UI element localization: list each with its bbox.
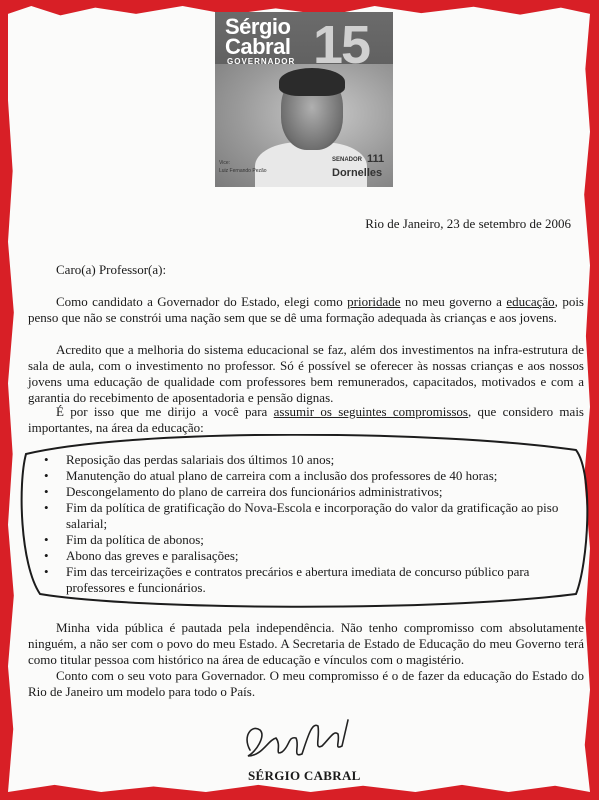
handwritten-signature xyxy=(238,716,358,768)
p5-text: Conto com o seu voto para Governador. O meu compromisso é o de fazer da educação do Estado do Rio de Janeiro um modelo para todo o País. xyxy=(28,668,584,699)
poster-name-last: Cabral xyxy=(225,34,291,59)
poster-senator-label: SENADOR xyxy=(332,157,363,163)
commitment-text: Reposição das perdas salariais dos últimos 10 anos; xyxy=(66,452,335,467)
commitment-text: Manutenção do atual plano de carreira com a inclusão dos professores de 40 horas; xyxy=(66,468,498,483)
bullet-mark: • xyxy=(44,500,49,515)
paragraph-investment xyxy=(28,342,584,406)
p2-text: Acredito que a melhoria do sistema educacional se faz, além dos investimentos na infra-estrutura de sala de aula, com o investimento no professor. Só é possível se oferecer às nossas crianças e aos nossos jovens uma educação de qualidade com professores bem remunerados, capacitados, motivados e com a garantia do recebimento de aposentadoria e pensão dignas. xyxy=(28,342,584,405)
paragraph-vote xyxy=(28,668,584,700)
list-item xyxy=(44,564,579,596)
bullet-mark: • xyxy=(44,564,49,579)
paragraph-priority xyxy=(28,294,584,326)
commitments-list xyxy=(44,452,579,596)
letter-salutation: Caro(a) Professor(a): xyxy=(56,262,167,277)
poster-senator-number: 111 xyxy=(367,153,385,165)
bullet-mark: • xyxy=(44,548,49,563)
poster-vice-label: Vice: xyxy=(219,160,231,166)
list-item xyxy=(44,468,579,484)
p3-text-a: É por isso que me dirijo a você para xyxy=(56,404,274,419)
bullet-mark: • xyxy=(44,484,49,499)
poster-name-first: Sérgio xyxy=(225,14,291,39)
poster-vice-name: Luiz Fernando Pezão xyxy=(219,168,267,174)
p3-underline-commitments: assumir os seguintes compromissos xyxy=(273,404,468,419)
p4-text: Minha vida pública é pautada pela independência. Não tenho compromisso com absolutamente ninguém, a não ser com o povo do meu Estado. A Secretaria de Estado de Educação do meu Governo terá como titular pessoa com histórico na área de educação e vínculos com o magistério. xyxy=(28,620,584,667)
p1-underline-education: educação xyxy=(506,294,555,309)
paragraph-commitments-intro xyxy=(28,404,584,436)
list-item xyxy=(44,548,579,564)
p1-underline-priority: prioridade xyxy=(347,294,401,309)
signer-name: SÉRGIO CABRAL xyxy=(248,768,361,783)
list-item xyxy=(44,500,579,532)
list-item xyxy=(44,484,579,500)
campaign-poster xyxy=(215,12,393,187)
poster-senator-name: Dornelles xyxy=(332,167,383,179)
commitment-text: Fim das terceirizações e contratos precários e abertura imediata de concurso público para professores e funcionários. xyxy=(66,564,530,595)
poster-ballot-number: 15 xyxy=(313,15,370,75)
list-item xyxy=(44,532,579,548)
commitment-text: Abono das greves e paralisações; xyxy=(66,548,239,563)
p1-text-b: no meu governo a xyxy=(400,294,507,309)
p3-text-b: , que considero mais importantes, na área da educação: xyxy=(28,404,584,435)
commitment-text: Descongelamento do plano de carreira dos funcionários administrativos; xyxy=(66,484,443,499)
list-item xyxy=(44,452,579,468)
commitment-text: Fim da política de gratificação do Nova-Escola e incorporação do valor da gratificação ao piso salarial; xyxy=(66,500,559,531)
poster-role: GOVERNADOR xyxy=(227,57,296,66)
letter-date: Rio de Janeiro, 23 de setembro de 2006 xyxy=(365,216,571,231)
bullet-mark: • xyxy=(44,532,49,547)
bullet-mark: • xyxy=(44,452,49,467)
bullet-mark: • xyxy=(44,468,49,483)
p1-text-c: , pois penso que não se constrói uma nação sem que se dê uma formação adequada às crianças e aos jovens. xyxy=(28,294,584,325)
p1-text-a: Como candidato a Governador do Estado, elegi como xyxy=(56,294,348,309)
commitment-text: Fim da política de abonos; xyxy=(66,532,204,547)
paragraph-independence xyxy=(28,620,584,668)
